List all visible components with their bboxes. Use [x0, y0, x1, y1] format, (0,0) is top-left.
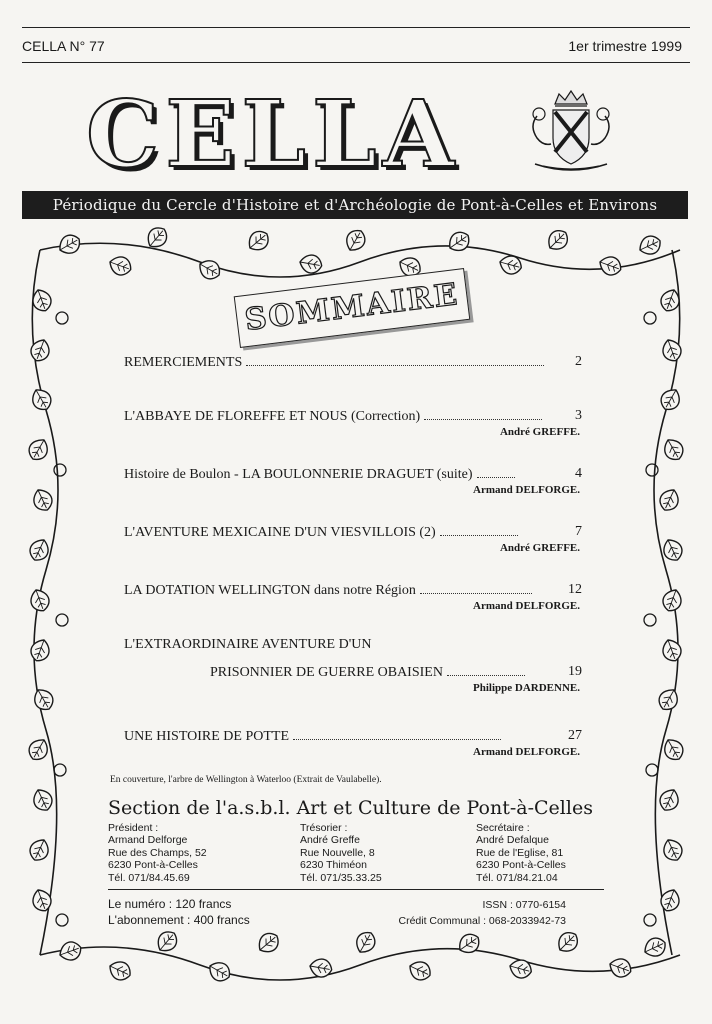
toc-entry [210, 664, 582, 681]
sommaire-label: SOMMAIRE [234, 268, 471, 348]
bank-account: Crédit Communal : 068-2033942-73 [398, 915, 566, 927]
toc-title: L'ABBAYE DE FLOREFFE ET NOUS (Correction) [124, 409, 421, 424]
toc-title: Histoire de Boulon - LA BOULONNERIE DRAGUET (suite) [124, 467, 473, 482]
price-numero: Le numéro : 120 francs [108, 897, 232, 911]
toc-author: André GREFFE. [499, 542, 580, 554]
toc-title: PRISONNIER DE GUERRE OBAISIEN [210, 665, 443, 680]
toc-author: Philippe DARDENNE. [473, 682, 580, 694]
toc-title: REMERCIEMENTS [124, 355, 243, 370]
toc-page: 19 [568, 664, 582, 679]
toc-page: 4 [575, 466, 582, 481]
toc-title: L'AVENTURE MEXICAINE D'UN VIESVILLOIS (2) [124, 525, 436, 540]
toc-page: 27 [568, 728, 582, 743]
toc-page: 3 [575, 408, 582, 423]
toc-entry [124, 408, 582, 425]
toc-entry [124, 466, 582, 483]
toc-entry [124, 582, 582, 599]
toc-entry [124, 524, 582, 541]
toc-title: L'EXTRAORDINAIRE AVENTURE D'UN [124, 637, 372, 652]
toc-page: 12 [568, 582, 582, 597]
toc-author: Armand DELFORGE. [473, 746, 580, 758]
section-title: Section de l'a.s.b.l. Art et Culture de Pont-à-Celles [108, 797, 593, 819]
masthead-title: CELLA [86, 80, 461, 188]
toc-entry [124, 728, 582, 745]
toc-author: Armand DELFORGE. [473, 600, 580, 612]
toc-author: Armand DELFORGE. [473, 484, 580, 496]
periodical-banner: Périodique du Cercle d'Histoire et d'Archéologie de Pont-à-Celles et Environs [22, 191, 688, 219]
toc-title: UNE HISTOIRE DE POTTE [124, 729, 290, 744]
issue-period: 1er trimestre 1999 [568, 38, 682, 54]
toc-author: André GREFFE. [499, 426, 580, 438]
toc-page: 2 [575, 354, 582, 369]
president-block: Président : Armand Delforge Rue des Champs, 52 6230 Pont-à-Celles Tél. 071/84.45.69 [108, 822, 207, 884]
section-divider [108, 889, 604, 890]
toc-page: 7 [575, 524, 582, 539]
issue-number: CELLA N° 77 [22, 38, 105, 54]
toc-entry [124, 637, 371, 653]
tresorier-block: Trésorier : André Greffe Rue Nouvelle, 8 6230 Thiméon Tél. 071/35.33.25 [300, 822, 382, 884]
issn: ISSN : 0770-6154 [482, 899, 566, 911]
cover-note: En couverture, l'arbre de Wellington à Waterloo (Extrait de Vaulabelle). [110, 775, 382, 785]
price-abonnement: L'abonnement : 400 francs [108, 913, 250, 927]
secretaire-block: Secrétaire : André Defalque Rue de l'Eglise, 81 6230 Pont-à-Celles Tél. 071/84.21.04 [476, 822, 566, 884]
toc-title: LA DOTATION WELLINGTON dans notre Région [124, 583, 416, 598]
toc-entry [124, 354, 582, 371]
